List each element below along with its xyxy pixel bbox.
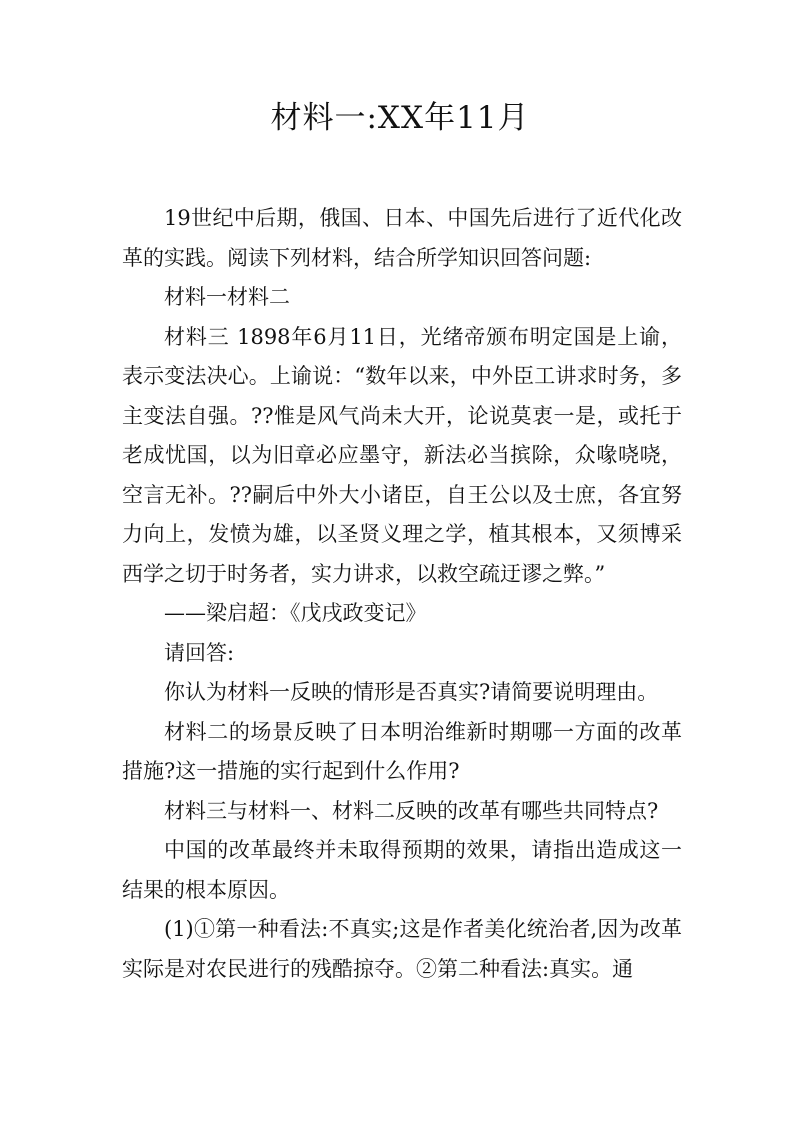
document-title: 材料一:XX年11月 xyxy=(270,100,530,136)
question-4: 中国的改革最终并未取得预期的效果，请指出造成这一结果的根本原因。 xyxy=(122,838,682,902)
paragraph-materials-1-2: 材料一材料二 xyxy=(164,285,290,309)
paragraph-answer-prompt: 请回答: xyxy=(164,640,235,665)
document-body xyxy=(122,199,682,989)
question-2: 材料二的场景反映了日本明治维新时期哪一方面的改革措施?这一措施的实行起到什么作用? xyxy=(122,719,682,783)
paragraph-intro: 19世纪中后期，俄国、日本、中国先后进行了近代化改革的实践。阅读下列材料，结合所学知识回答问题: xyxy=(122,206,682,270)
answer-1: (1)①第一种看法:不真实;这是作者美化统治者,因为改革实际是对农民进行的残酷掠夺。②第二种看法:真实。通 xyxy=(122,917,682,981)
question-3: 材料三与材料一、材料二反映的改革有哪些共同特点? xyxy=(164,798,659,823)
paragraph-material-3: 材料三 1898年6月11日，光绪帝颁布明定国是上谕，表示变法决心。上谕说：“数年以来，中外臣工讲求时务，多主变法自强。??惟是风气尚未大开，论说莫衷一是，或托于老成忧国，以为旧章必应墨守，新法必当摈除，众喙哓哓，空言无补。??嗣后中外大小诸臣，自王公以及士庶，各宜努力向上，发愤为雄，以圣贤义理之学，植其根本，又须博采西学之切于时务者，实力讲求，以救空疏迂谬之弊。” xyxy=(122,324,682,586)
paragraph-source: ——梁启超：《戊戌政变记》 xyxy=(164,601,427,625)
question-1: 你认为材料一反映的情形是否真实?请简要说明理由。 xyxy=(164,680,659,704)
